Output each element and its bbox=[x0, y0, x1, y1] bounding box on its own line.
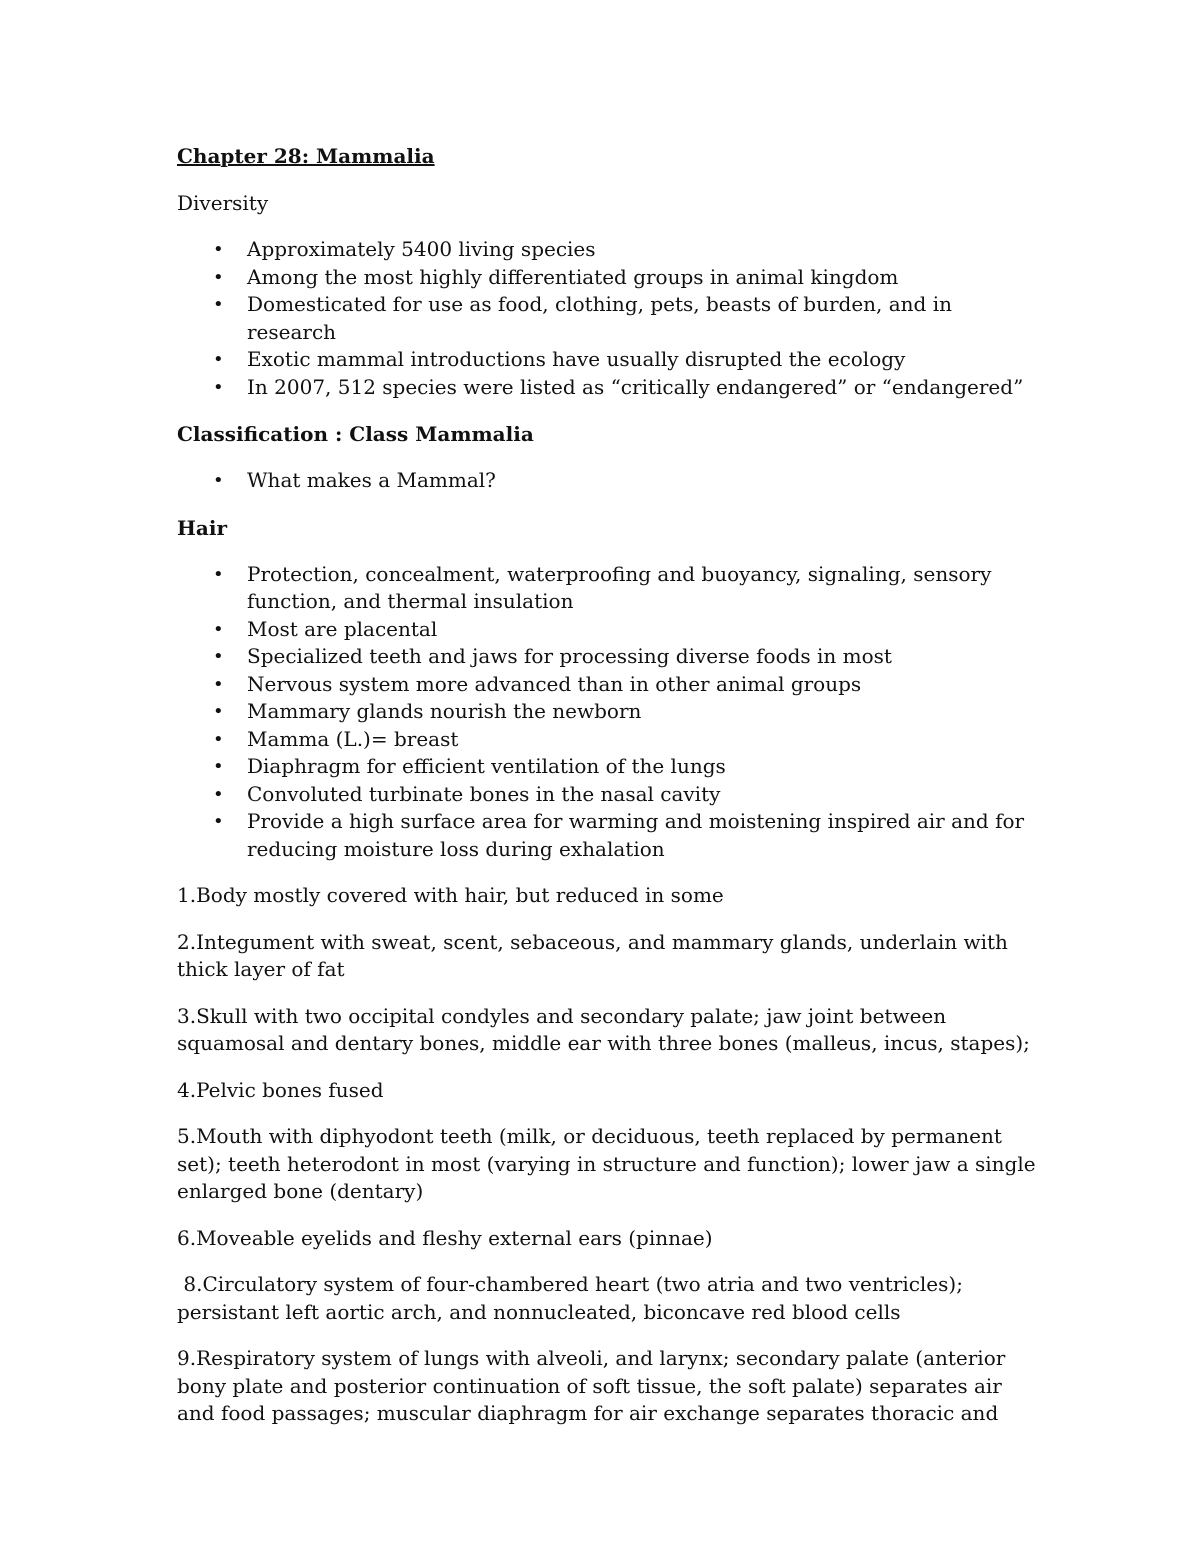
bullet-icon: • bbox=[213, 756, 224, 777]
list-item: • In 2007, 512 species were listed as “critically endangered” or “endangered” bbox=[177, 374, 1037, 402]
hair-list bbox=[177, 561, 1037, 864]
list-item: • Protection, concealment, waterproofing and buoyancy, signaling, sensory function, and thermal insulation bbox=[213, 561, 992, 613]
list-item: • Nervous system more advanced than in other animal groups bbox=[177, 671, 1037, 699]
bullet-icon: • bbox=[213, 811, 224, 832]
numbered-paragraph: 8.Circulatory system of four-chambered heart (two atria and two ventricles); persistant left aortic arch, and nonnucleated, biconcave red blood cells bbox=[177, 1272, 970, 1324]
list-item: • Diaphragm for efficient ventilation of the lungs bbox=[177, 753, 1037, 781]
list-item: • Provide a high surface area for warming and moistening inspired air and for reducing moisture loss during exhalation bbox=[213, 809, 1025, 861]
section-heading-classification: Classification : Class Mammalia bbox=[177, 422, 534, 446]
section-heading-diversity: Diversity bbox=[177, 191, 269, 215]
list-item: • What makes a Mammal? bbox=[177, 467, 1037, 495]
numbered-paragraph: 9.Respiratory system of lungs with alveoli, and larynx; secondary palate (anterior bony plate and posterior continuation of soft tissue, the soft palate) separates air and food passages; muscular diaphragm for air exchange separates thoracic and bbox=[177, 1346, 1006, 1425]
numbered-paragraph: 4.Pelvic bones fused bbox=[177, 1077, 384, 1102]
bullet-icon: • bbox=[213, 673, 224, 695]
document-title: Chapter 28: Mammalia bbox=[177, 144, 435, 168]
bullet-icon: • bbox=[213, 783, 224, 805]
numbered-paragraph: 1.Body mostly covered with hair, but reduced in some bbox=[177, 883, 724, 907]
list-item: • Most are placental bbox=[177, 616, 1037, 644]
numbered-paragraph: 5.Mouth with diphyodont teeth (milk, or deciduous, teeth replaced by permanent set); teeth heterodont in most (varying in structure and function); lower jaw a single enlarged bone (dentary) bbox=[177, 1124, 1036, 1203]
bullet-icon: • bbox=[213, 376, 224, 398]
diversity-list bbox=[177, 236, 1037, 401]
numbered-paragraph: 6.Moveable eyelids and fleshy external ears (pinnae) bbox=[177, 1225, 713, 1250]
list-item: • Among the most highly differentiated groups in animal kingdom bbox=[177, 264, 1037, 292]
bullet-icon: • bbox=[213, 563, 224, 585]
list-item: • Exotic mammal introductions have usually disrupted the ecology bbox=[177, 346, 1037, 374]
list-item: • Convoluted turbinate bones in the nasal cavity bbox=[177, 781, 1037, 809]
list-item: • Specialized teeth and jaws for processing diverse foods in most bbox=[177, 643, 1037, 671]
bullet-icon: • bbox=[213, 470, 224, 491]
numbered-paragraph: 3.Skull with two occipital condyles and secondary palate; jaw joint between squamosal and dentary bones, middle ear with three bones (malleus, incus, stapes); bbox=[177, 1003, 1030, 1055]
document-page bbox=[177, 142, 1037, 1447]
bullet-icon: • bbox=[213, 266, 224, 288]
bullet-icon: • bbox=[213, 239, 224, 260]
list-item: • Mamma (L.)= breast bbox=[177, 726, 1037, 754]
classification-list bbox=[177, 467, 1037, 495]
bullet-icon: • bbox=[213, 728, 224, 750]
bullet-icon: • bbox=[213, 701, 224, 722]
bullet-icon: • bbox=[213, 618, 224, 640]
bullet-icon: • bbox=[213, 294, 224, 315]
section-heading-hair: Hair bbox=[177, 515, 227, 540]
bullet-icon: • bbox=[213, 349, 224, 370]
list-item: • Domesticated for use as food, clothing, pets, beasts of burden, and in research bbox=[213, 292, 952, 344]
numbered-paragraph: 2.Integument with sweat, scent, sebaceous, and mammary glands, underlain with thick layer of fat bbox=[177, 929, 1008, 981]
list-item: • Approximately 5400 living species bbox=[177, 236, 1037, 264]
bullet-icon: • bbox=[213, 646, 224, 667]
list-item: • Mammary glands nourish the newborn bbox=[177, 698, 1037, 726]
